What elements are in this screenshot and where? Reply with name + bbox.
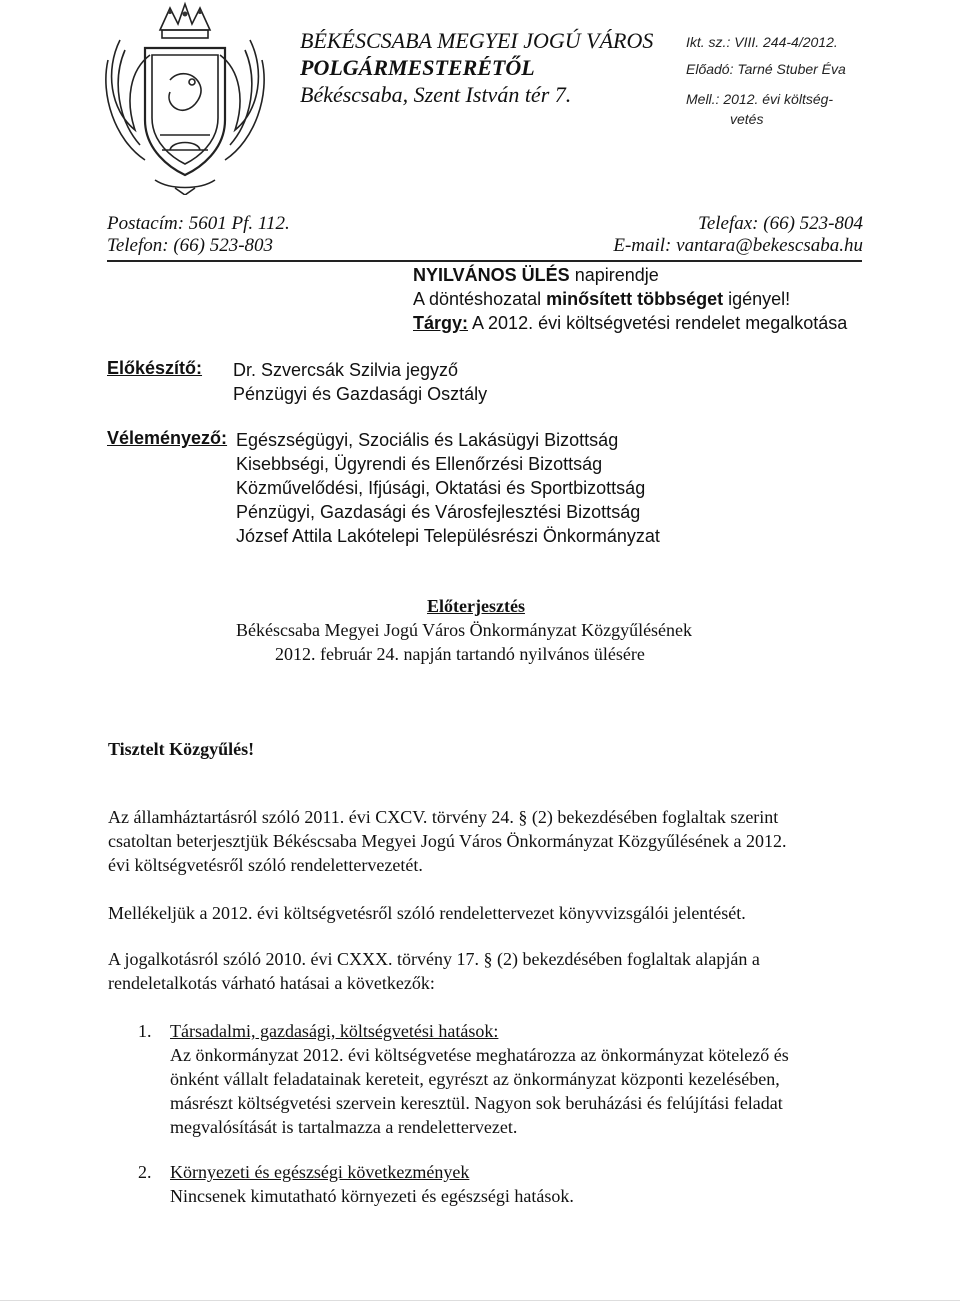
issuer-name: BÉKÉSCSABA MEGYEI JOGÚ VÁROS [300, 28, 654, 53]
paragraph-2: Mellékeljük a 2012. évi költségvetésről szóló rendelettervezet könyvvizsgálói jelentését. [108, 903, 746, 923]
preparer-label: Előkészítő: [107, 358, 203, 378]
reviewer-committee: Egészségügyi, Szociális és Lakásügyi Bizottság [236, 430, 619, 450]
paragraph-1-line: évi költségvetésről szóló rendelettervezetét. [108, 855, 423, 875]
email: E-mail: vantara@bekescsaba.hu [613, 235, 863, 256]
item-1-line: megvalósítását is tartalmazza a rendelettervezet. [170, 1117, 518, 1137]
fax: Telefax: (66) 523-804 [698, 213, 863, 234]
subject-label: Tárgy: [413, 313, 469, 333]
attachment-line-1: Mell.: 2012. évi költség- [686, 91, 834, 107]
paragraph-1-line: Az államháztartásról szóló 2011. évi CXCV. törvény 24. § (2) bekezdésében foglaltak szerint [108, 807, 779, 827]
file-number: Ikt. sz.: VIII. 244-4/2012. [686, 34, 838, 50]
subject-line [413, 312, 847, 334]
item-2-line: Nincsenek kimutatható környezeti és egészségi hatások. [170, 1186, 574, 1206]
header-divider [107, 260, 862, 262]
item-2-title: Környezeti és egészségi következmények [170, 1162, 470, 1182]
proposal-session-date: 2012. február 24. napján tartandó nyilvános ülésére [275, 644, 645, 664]
phone: Telefon: (66) 523-803 [107, 235, 274, 256]
public-session-rest: napirendje [569, 265, 659, 285]
paragraph-3-line: rendeletalkotás várható hatásai a következők: [108, 973, 435, 993]
item-2-number: 2. [138, 1162, 152, 1182]
reviewer-label: Véleményező: [107, 428, 228, 448]
issuer-address: Békéscsaba, Szent István tér 7. [300, 82, 572, 107]
reviewer-committee: József Attila Lakótelepi Településrészi Önkormányzat [236, 526, 660, 546]
page-bottom-edge [0, 1300, 960, 1301]
paragraph-1-line: csatoltan beterjesztjük Békéscsaba Megyei Jogú Város Önkormányzat Közgyűlésének a 2012. [108, 831, 787, 851]
proposal-title: Előterjesztés [427, 596, 525, 616]
decision-a: A döntéshozatal [413, 289, 547, 309]
proposal-recipient: Békéscsaba Megyei Jogú Város Önkormányzat Közgyűlésének [236, 620, 693, 640]
reviewer-committee: Közművelődési, Ifjúsági, Oktatási és Sportbizottság [236, 478, 646, 498]
item-1-title: Társadalmi, gazdasági, költségvetési hatások: [170, 1021, 499, 1041]
item-1-line: Az önkormányzat 2012. évi költségvetése meghatározza az önkormányzat kötelező és [170, 1045, 789, 1065]
decision-c: igényel! [723, 289, 791, 309]
issuer-office: POLGÁRMESTERÉTŐL [300, 55, 535, 80]
reviewer-committee: Kisebbségi, Ügyrendi és Ellenőrzési Bizottság [236, 454, 603, 474]
public-session-line [413, 264, 659, 286]
salutation: Tisztelt Közgyűlés! [108, 739, 255, 759]
paragraph-3-line: A jogalkotásról szóló 2010. évi CXXX. törvény 17. § (2) bekezdésében foglaltak alapján a [108, 949, 760, 969]
public-session-label: NYILVÁNOS ÜLÉS [413, 265, 570, 285]
decision-requirement-line [413, 288, 790, 310]
preparer-name: Dr. Szvercsák Szilvia jegyző [233, 360, 459, 380]
presenter: Előadó: Tarné Stuber Éva [686, 61, 846, 77]
reviewer-committee: Pénzügyi, Gazdasági és Városfejlesztési Bizottság [236, 502, 641, 522]
postal-address: Postacím: 5601 Pf. 112. [107, 213, 290, 234]
item-1-line: önként vállalt feladatainak kereteit, egyrészt az önkormányzat központi kezelésében, [170, 1069, 780, 1089]
preparer-department: Pénzügyi és Gazdasági Osztály [233, 384, 488, 404]
item-1-line: másrészt költségvetési szervein keresztül. Nagyon sok beruházási és felújítási feladat [170, 1093, 783, 1113]
decision-b: minősített többséget [546, 289, 724, 309]
item-1-number: 1. [138, 1021, 152, 1041]
city-coat-of-arms-logo [100, 0, 270, 195]
subject-text: A 2012. évi költségvetési rendelet megalkotása [468, 313, 848, 333]
attachment-line-2: vetés [730, 111, 764, 127]
